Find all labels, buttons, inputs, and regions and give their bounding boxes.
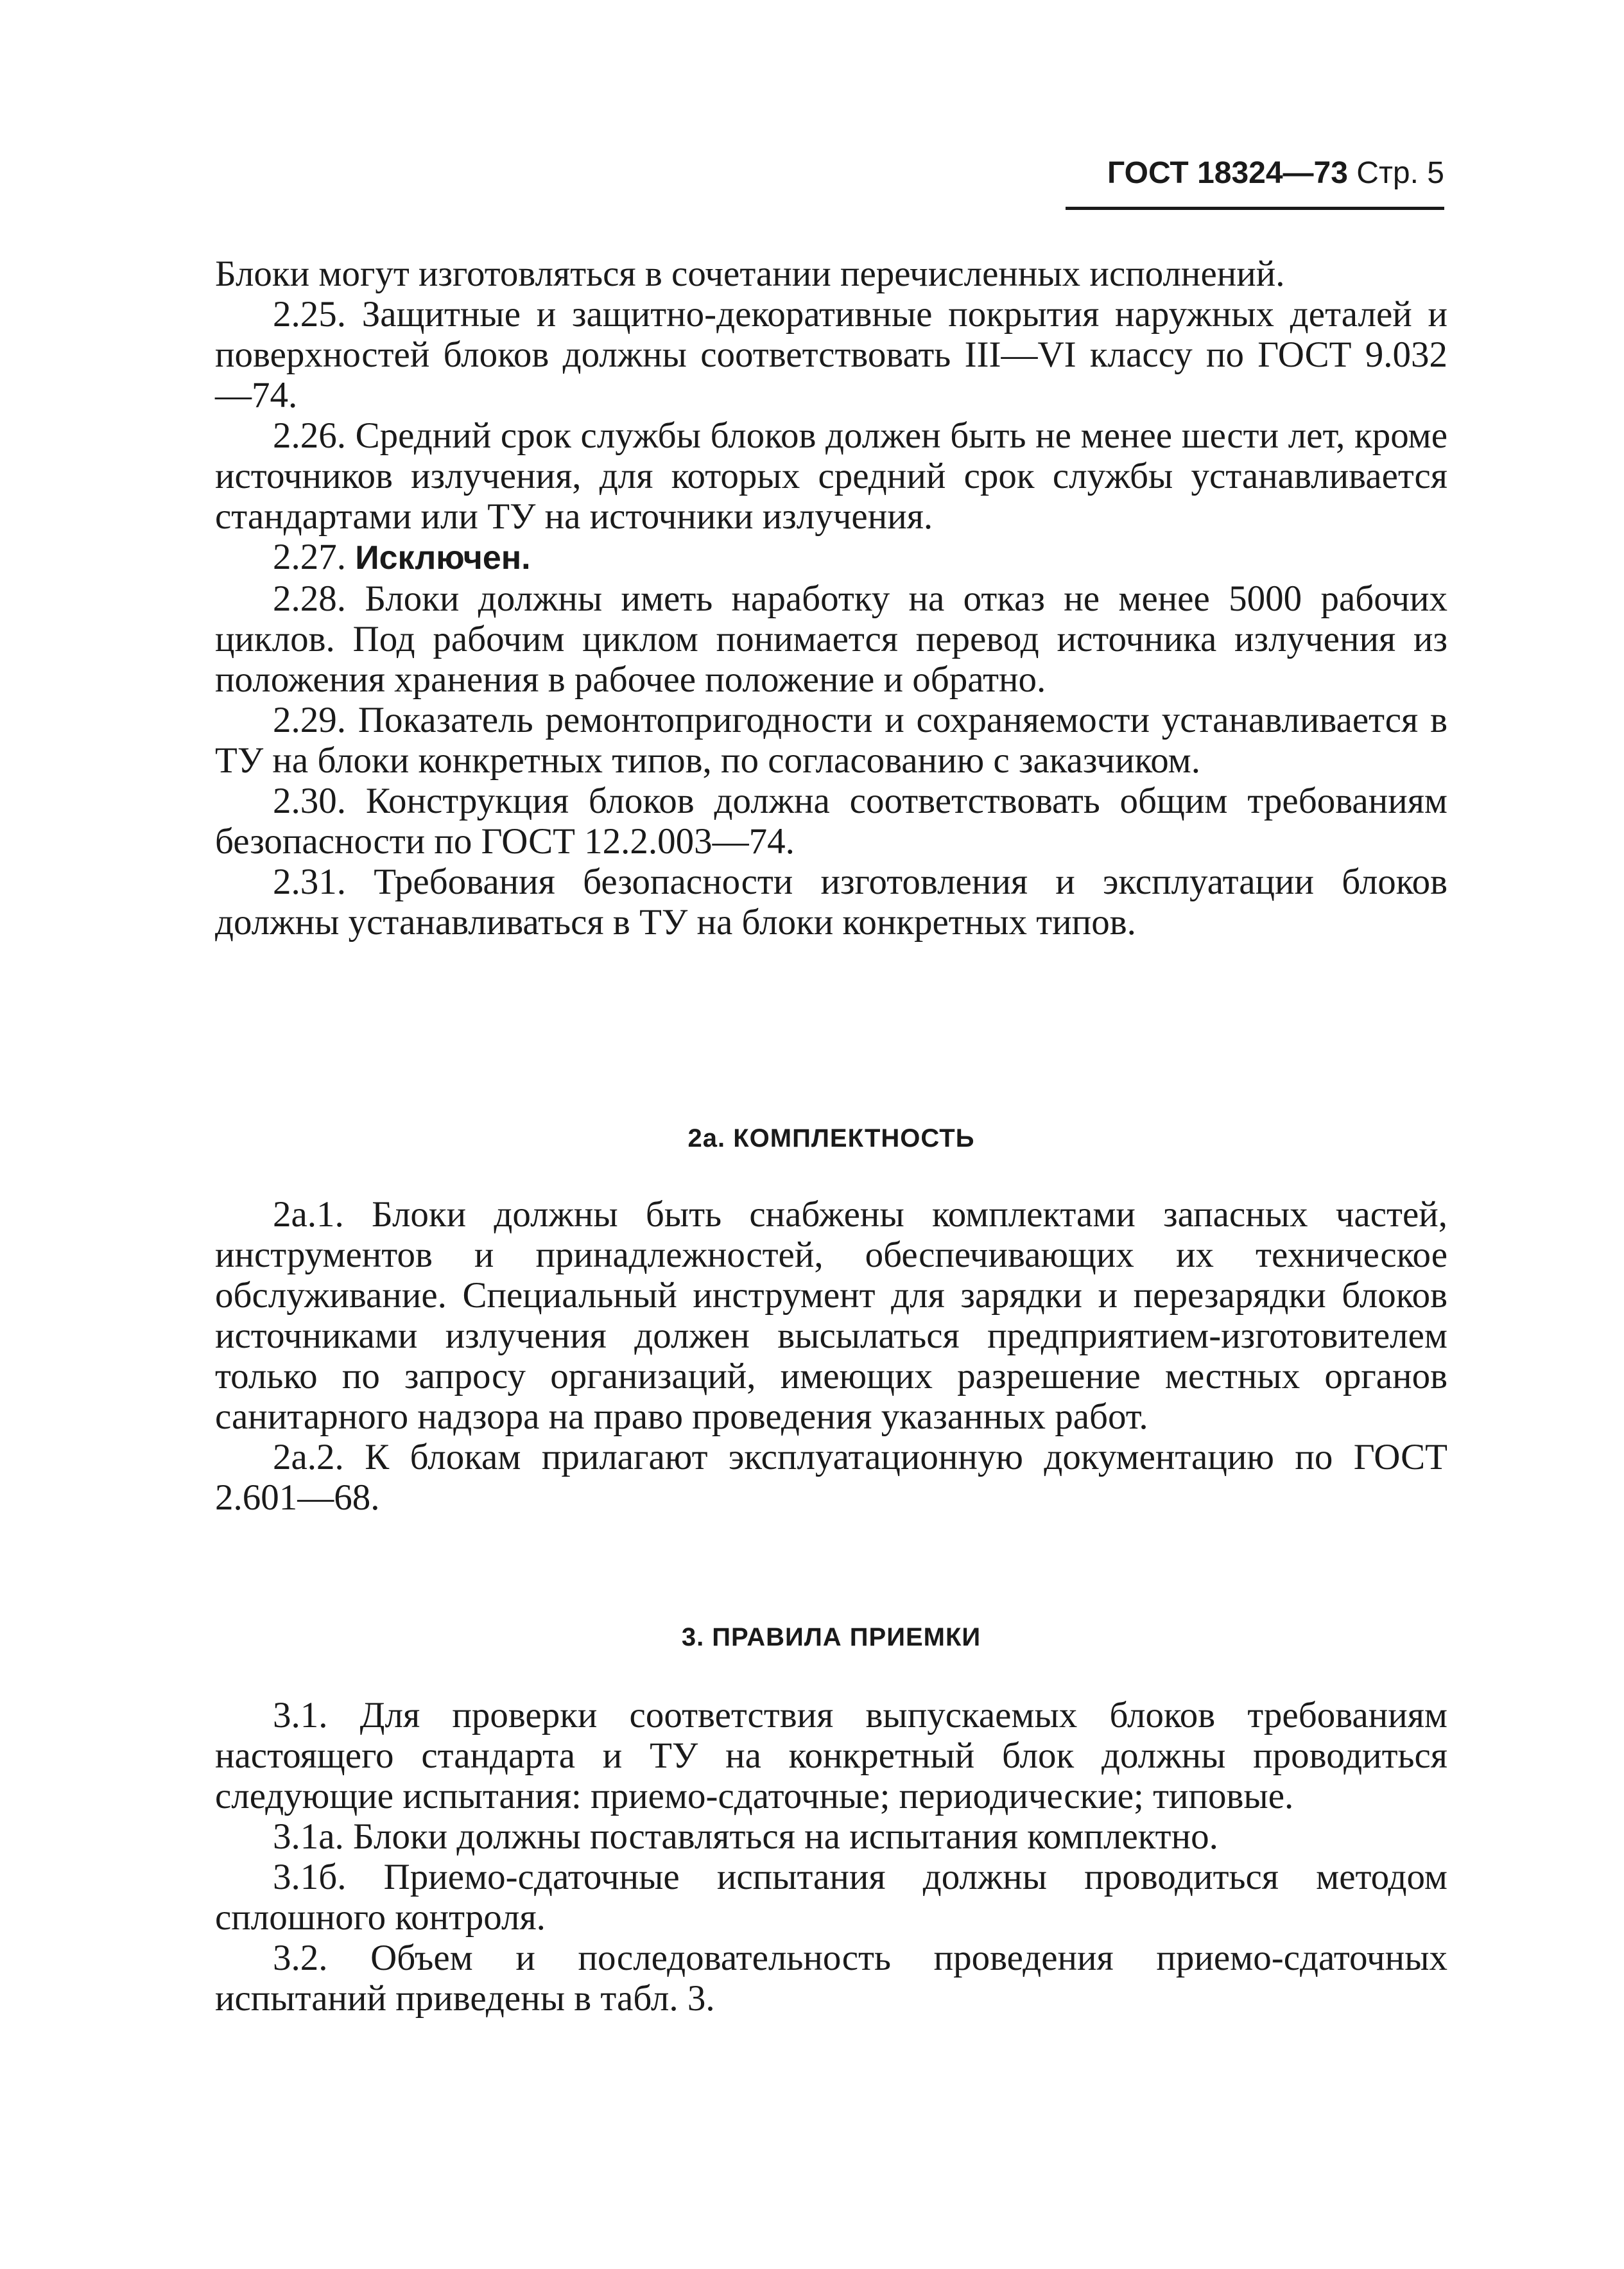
standard-number: ГОСТ 18324—73 — [1107, 156, 1348, 190]
section-2-continuation — [215, 254, 1447, 943]
paragraph-2-27 — [215, 537, 1447, 578]
paragraph-3-2: 3.2. Объем и последовательность проведения приемо-сдаточных испытаний приведены в табл. 3. — [215, 1938, 1447, 2019]
paragraph-2-26: 2.26. Средний срок службы блоков должен быть не менее шести лет, кроме источников излучения, для которых средний срок службы устанавливается стандартами или ТУ на источники излучения. — [215, 415, 1447, 537]
paragraph-2-28: 2.28. Блоки должны иметь наработку на отказ не менее 5000 рабочих циклов. Под рабочим циклом понимается перевод источника излучения из положения хранения в рабочее положение и обратно. — [215, 578, 1447, 700]
paragraph-2a-1: 2а.1. Блоки должны быть снабжены комплектами запасных частей, инструментов и принадлежностей, обеспечивающих их техническое обслуживание. Специальный инструмент для зарядки и перезарядки блоков источниками излучения должен высылаться предприятием-изготовителем только по запросу организаций, имеющих разрешение местных органов санитарного надзора на право проведения указанных работ. — [215, 1194, 1447, 1437]
page-number: Стр. 5 — [1356, 156, 1444, 190]
paragraph-number: 2.27. — [273, 537, 346, 577]
excluded-label: Исключен. — [355, 539, 531, 577]
paragraph-2-25: 2.25. Защитные и защитно-декоративные покрытия наружных деталей и поверхностей блоков должны соответствовать III—VI классу по ГОСТ 9.032—74. — [215, 294, 1447, 415]
paragraph-3-1a: 3.1а. Блоки должны поставляться на испытания комплектно. — [273, 1816, 1218, 1857]
section-2a-body — [215, 1194, 1447, 1518]
section-heading-3: 3. ПРАВИЛА ПРИЕМКИ — [681, 1623, 981, 1651]
paragraph-2-31: 2.31. Требования безопасности изготовления и эксплуатации блоков должны устанавливаться в ТУ на блоки конкретных типов. — [215, 862, 1447, 943]
paragraph-2-29: 2.29. Показатель ремонтопригодности и сохраняемости устанавливается в ТУ на блоки конкретных типов, по согласованию с заказчиком. — [215, 700, 1447, 781]
section-3-body — [215, 1695, 1447, 2019]
paragraph: Блоки могут изготовляться в сочетании перечисленных исполнений. — [215, 254, 1285, 294]
section-heading-2a: 2а. КОМПЛЕКТНОСТЬ — [687, 1124, 975, 1152]
page-header — [1062, 154, 1444, 193]
paragraph-2a-2: 2а.2. К блокам прилагают эксплуатационную документацию по ГОСТ 2.601—68. — [215, 1437, 1447, 1518]
paragraph-3-1b: 3.1б. Приемо-сдаточные испытания должны проводиться методом сплошного контроля. — [215, 1857, 1447, 1938]
header-rule — [1066, 207, 1444, 210]
paragraph-2-30: 2.30. Конструкция блоков должна соответствовать общим требованиям безопасности по ГОСТ 12.2.003—74. — [215, 781, 1447, 862]
paragraph-3-1: 3.1. Для проверки соответствия выпускаемых блоков требованиям настоящего стандарта и ТУ на конкретный блок должны проводиться следующие испытания: приемо-сдаточные; периодические; типовые. — [215, 1695, 1447, 1816]
